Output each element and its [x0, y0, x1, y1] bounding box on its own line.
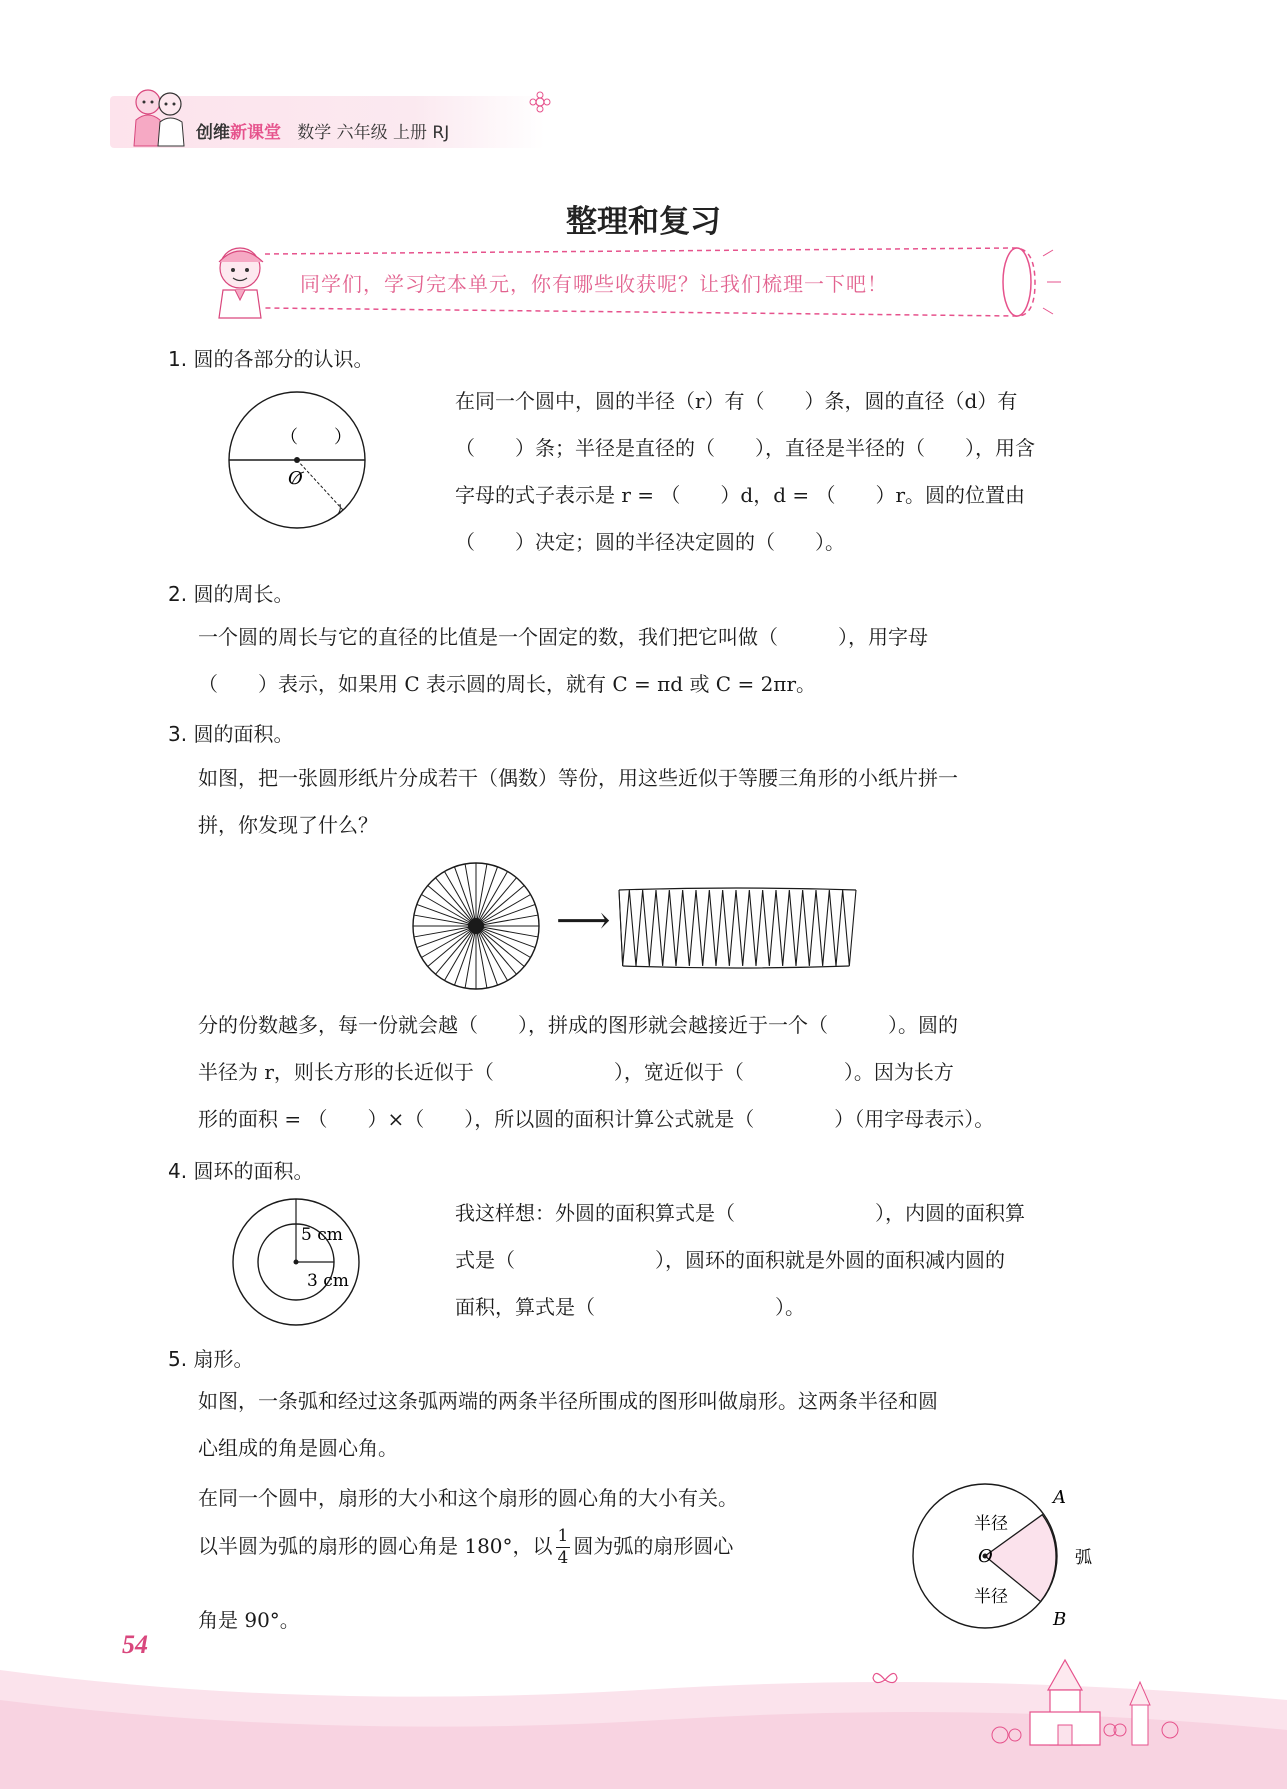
flower-icon	[528, 90, 552, 114]
q4-heading-text: 圆环的面积。	[193, 1159, 314, 1183]
q4-inner-label: 3 cm	[307, 1271, 349, 1291]
header-text	[196, 118, 449, 143]
q1-center-label: O	[288, 468, 303, 489]
q4-text	[455, 1190, 1025, 1331]
q5-label-o: O	[978, 1546, 993, 1567]
q3-line-1: 分的份数越多，每一份就会越（ ），拼成的图形就会越接近于一个（ ）。圆的	[198, 1013, 958, 1037]
q2-number: 2.	[168, 582, 188, 606]
q3-top-edge	[619, 888, 856, 890]
arrow-right-icon: ⟶	[556, 898, 611, 942]
q3-line-2: 半径为 r，则长方形的长近似于（ ），宽近似于（ ）。因为长方	[198, 1060, 954, 1084]
butterfly-icon	[870, 1668, 900, 1692]
q3-heading-text: 圆的面积。	[193, 722, 294, 746]
q4-ring-figure	[228, 1190, 378, 1330]
q3-heading	[168, 718, 293, 747]
q1-line-2: （ ）条；半径是直径的（ ），直径是半径的（ ），用含	[455, 436, 1035, 460]
banner-text: 同学们，学习完本单元，你有哪些收获呢？让我们梳理一下吧！	[300, 272, 888, 296]
q4-number: 4.	[168, 1159, 188, 1183]
page-number: 54	[122, 1630, 148, 1659]
q5-line-4a: 以半圆为弧的扇形的圆心角是 180°，以	[198, 1534, 553, 1558]
q5-number: 5.	[168, 1347, 188, 1371]
q5-line-3: 在同一个圆中，扇形的大小和这个扇形的圆心角的大小有关。	[198, 1486, 738, 1510]
q5-sector-figure	[905, 1470, 1105, 1640]
q1-text	[455, 378, 1035, 566]
q3-rearranged-strips	[612, 886, 862, 970]
brand-name-b: 新课堂	[230, 123, 281, 143]
q5-radius-bottom-label: 半径	[974, 1587, 1008, 1607]
q5-label-a: A	[1053, 1487, 1066, 1508]
q1-center-dot	[294, 457, 300, 463]
page-title: 整理和复习	[566, 204, 721, 240]
q5-line-4b: 圆为弧的扇形圆心	[573, 1534, 734, 1558]
q3-left-edge	[619, 890, 623, 966]
q5-heading	[168, 1343, 253, 1372]
q4-line-1: 我这样想：外圆的面积算式是（ ），内圆的面积算	[455, 1201, 1025, 1225]
q5-text	[198, 1378, 938, 1522]
q4-outer-label: 5 cm	[301, 1225, 343, 1245]
fraction-numerator: 1	[557, 1526, 569, 1546]
q2-line-1: 一个圆的周长与它的直径的比值是一个固定的数，我们把它叫做（ ），用字母	[198, 625, 928, 649]
q4-line-3: 面积，算式是（ ）。	[455, 1295, 805, 1319]
brand-name-a: 创维	[196, 123, 230, 143]
q3-intro	[198, 755, 958, 849]
q3-text	[198, 1002, 994, 1143]
q1-line-1: 在同一个圆中，圆的半径（r）有（ ）条，圆的直径（d）有	[455, 389, 1018, 413]
q5-heading-text: 扇形。	[193, 1347, 254, 1371]
q1-line-3: 字母的式子表示是 r = （ ）d，d = （ ）r。圆的位置由	[455, 483, 1026, 507]
q1-line-4: （ ）决定；圆的半径决定圆的（ ）。	[455, 530, 845, 554]
q3-line-3: 形的面积 = （ ）×（ ），所以圆的面积计算公式就是（ ）（用字母表示）。	[198, 1107, 995, 1131]
fraction-denominator: 4	[557, 1548, 569, 1568]
q2-heading	[168, 578, 293, 607]
q5-arc-label: 弧	[1075, 1548, 1092, 1568]
footer-castle-illustration	[960, 1650, 1190, 1755]
q1-radius-blank: （ ）	[280, 427, 352, 448]
q3-circle-center	[468, 918, 484, 934]
q3-intro-line-1: 如图，把一张圆形纸片分成若干（偶数）等份，用这些近似于等腰三角形的小纸片拼一	[198, 766, 958, 790]
q5-line-2: 心组成的角是圆心角。	[198, 1436, 398, 1460]
q4-heading	[168, 1155, 313, 1184]
q1-radius	[297, 460, 343, 510]
q3-zigzag	[619, 888, 856, 968]
q1-number: 1.	[168, 347, 188, 371]
q5-line-4	[198, 1528, 733, 1567]
header-kids-illustration	[118, 80, 198, 150]
q3-intro-line-2: 拼，你发现了什么？	[198, 813, 378, 837]
q2-line-2: （ ）表示，如果用 C 表示圆的周长，就有 C = πd 或 C = 2πr。	[198, 672, 817, 696]
q3-divided-circle	[408, 858, 548, 998]
q5-radius-top-label: 半径	[974, 1514, 1008, 1534]
q5-line-1: 如图，一条弧和经过这条弧两端的两条半径所围成的图形叫做扇形。这两条半径和圆	[198, 1389, 938, 1413]
header-subject: 数学 六年级 上册 RJ	[297, 123, 450, 143]
q2-text	[198, 614, 928, 708]
one-quarter-fraction	[556, 1528, 571, 1567]
q3-bottom-edge	[623, 966, 850, 968]
q4-line-2: 式是（ ），圆环的面积就是外圆的面积减内圆的	[455, 1248, 1005, 1272]
q1-circle-figure	[220, 366, 370, 536]
q5-label-b: B	[1053, 1609, 1067, 1630]
q3-number: 3.	[168, 722, 188, 746]
q5-line-5: 角是 90°。	[198, 1608, 300, 1632]
q3-zigzag-lines	[619, 890, 856, 966]
q2-heading-text: 圆的周长。	[193, 582, 294, 606]
q1-heading-text: 圆的各部分的认识。	[193, 347, 374, 371]
q4-center-dot	[294, 1260, 299, 1265]
